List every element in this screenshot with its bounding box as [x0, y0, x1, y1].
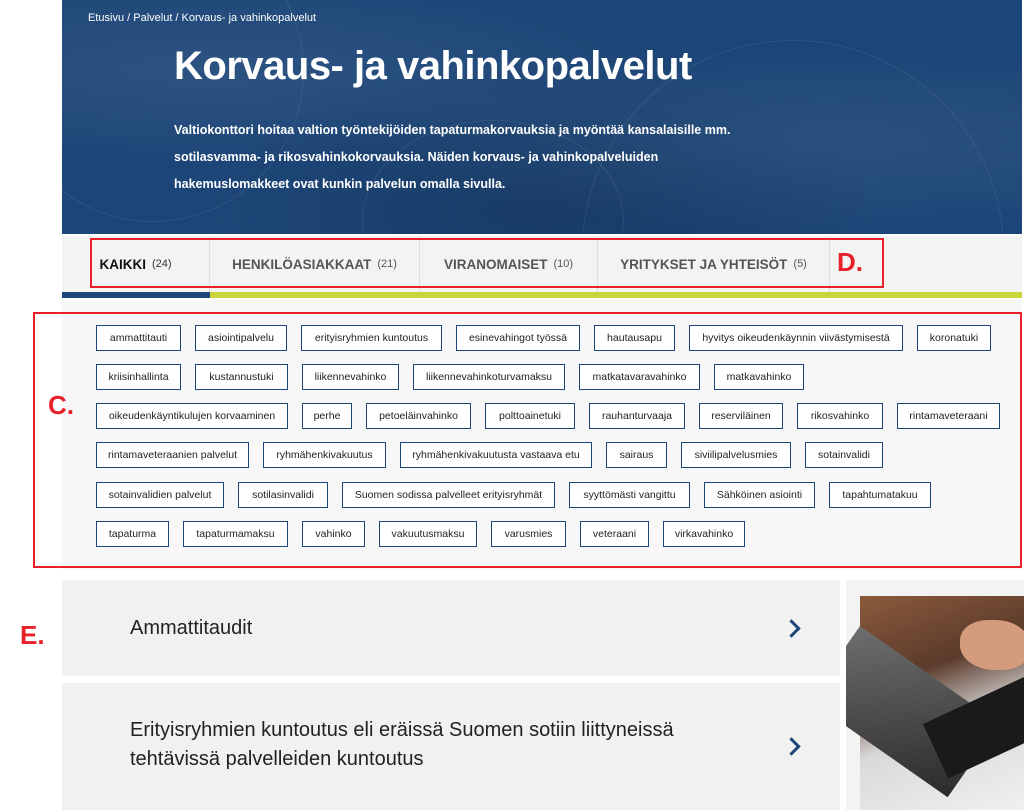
annotation-label-e: E.: [20, 620, 45, 650]
hero-description: [174, 117, 774, 198]
tag-hautausapu[interactable]: hautausapu: [594, 325, 675, 351]
tag-perhe[interactable]: perhe: [302, 403, 352, 429]
annotation-box-d: [90, 238, 884, 288]
tag-hyvitys[interactable]: hyvitys oikeudenkäynnin viivästymisestä: [689, 325, 903, 351]
tag-erityisryhmien-kuntoutus[interactable]: erityisryhmien kuntoutus: [301, 325, 442, 351]
tab-label: KAIKKI: [99, 256, 146, 272]
tag-tapaturmamaksu[interactable]: tapaturmamaksu: [183, 521, 288, 547]
breadcrumb[interactable]: Etusivu / Palvelut / Korvaus- ja vahinkopalvelut: [88, 12, 317, 24]
tag-sahkoinen-asiointi[interactable]: Sähköinen asiointi: [704, 482, 815, 508]
tag-siviilipalvelusmies[interactable]: siviilipalvelusmies: [681, 442, 791, 468]
tag-asiointipalvelu[interactable]: asiointipalvelu: [195, 325, 287, 351]
card-title-line: Erityisryhmien kuntoutus eli eräissä Suomen sotiin liittyneissä: [130, 719, 674, 741]
card-title-line: tehtävissä palvelleiden kuntoutus: [130, 748, 424, 770]
tag-matkatavaravahinko[interactable]: matkatavaravahinko: [579, 364, 700, 390]
tag-syyttomasti-vangittu[interactable]: syyttömästi vangittu: [569, 482, 690, 508]
hero-description-line: hakemuslomakkeet ovat kunkin palvelun omalla sivulla.: [174, 177, 506, 191]
laptop-photo: [846, 580, 1024, 810]
tag-reservilainen[interactable]: reserviläinen: [699, 403, 783, 429]
tag-petoelainvahinko[interactable]: petoeläinvahinko: [366, 403, 471, 429]
tag-sotainvalidien-palvelut[interactable]: sotainvalidien palvelut: [96, 482, 224, 508]
tag-vakuutusmaksu[interactable]: vakuutusmaksu: [379, 521, 477, 547]
tag-rikosvahinko[interactable]: rikosvahinko: [797, 403, 883, 429]
tab-indicator-track: [210, 292, 1022, 298]
tag-liikennevahinko[interactable]: liikennevahinko: [302, 364, 399, 390]
tag-matkavahinko[interactable]: matkavahinko: [714, 364, 804, 390]
tag-esinevahingot-tyossa[interactable]: esinevahingot työssä: [456, 325, 580, 351]
tag-virkavahinko[interactable]: virkavahinko: [663, 521, 745, 547]
annotation-box-c: [33, 312, 1022, 568]
card-title: [130, 716, 674, 774]
tag-varusmies[interactable]: varusmies: [491, 521, 566, 547]
tag-tapaturma[interactable]: tapaturma: [96, 521, 169, 547]
tag-ryhmahenkivakuutusta-vastaava-etu[interactable]: ryhmähenkivakuutusta vastaava etu: [400, 442, 592, 468]
annotation-label-c: C.: [48, 390, 74, 420]
card-title: [130, 614, 252, 643]
tag-tapahtumatakuu[interactable]: tapahtumatakuu: [829, 482, 931, 508]
tag-koronatuki[interactable]: koronatuki: [917, 325, 991, 351]
tag-rauhanturvaaja[interactable]: rauhanturvaaja: [589, 403, 685, 429]
tag-liikennevahinkoturvamaksu[interactable]: liikennevahinkoturvamaksu: [413, 364, 565, 390]
tag-ammattitauti[interactable]: ammattitauti: [96, 325, 181, 351]
tag-sotilasinvalidi[interactable]: sotilasinvalidi: [238, 482, 328, 508]
tab-count: (21): [377, 258, 397, 270]
tab-label: VIRANOMAISET: [443, 256, 548, 272]
tag-rintamaveteraani[interactable]: rintamaveteraani: [897, 403, 1000, 429]
tag-ryhmahenkivakuutus[interactable]: ryhmähenkivakuutus: [263, 442, 386, 468]
hero-banner: [62, 0, 1022, 234]
tag-sotainvalidi[interactable]: sotainvalidi: [805, 442, 883, 468]
tag-kustannustuki[interactable]: kustannustuki: [195, 364, 288, 390]
annotation-label-d: D.: [837, 247, 863, 277]
hero-description-line: Valtiokonttori hoitaa valtion työntekijöiden tapaturmakorvauksia ja myöntää kansalaisille mm.: [174, 123, 731, 137]
tag-vahinko[interactable]: vahinko: [302, 521, 365, 547]
service-card-ammattitaudit[interactable]: [62, 580, 840, 676]
tab-label: YRITYKSET JA YHTEISÖT: [620, 256, 788, 272]
hero-description-line: sotilasvamma- ja rikosvahinkokorvauksia. Näiden korvaus- ja vahinkopalveluiden: [174, 150, 659, 164]
chevron-right-icon: [782, 619, 800, 637]
tag-rintamaveteraanien-palvelut[interactable]: rintamaveteraanien palvelut: [96, 442, 249, 468]
chevron-right-icon: [782, 737, 800, 755]
tag-suomen-sodissa-palvelleet[interactable]: Suomen sodissa palvelleet erityisryhmät: [342, 482, 555, 508]
tag-sairaus[interactable]: sairaus: [606, 442, 667, 468]
active-tab-indicator: [62, 292, 210, 298]
tag-kriisinhallinta[interactable]: kriisinhallinta: [96, 364, 181, 390]
tag-polttoainetuki[interactable]: polttoainetuki: [485, 403, 575, 429]
tab-count: (10): [553, 258, 574, 270]
tag-oikeudenkayntikulujen-korvaaminen[interactable]: oikeudenkäyntikulujen korvaaminen: [96, 403, 288, 429]
page-title: Korvaus- ja vahinkopalvelut: [174, 44, 692, 88]
tab-label: HENKILÖASIAKKAAT: [232, 256, 372, 272]
tab-count: (24): [151, 258, 172, 270]
card-title-line: Ammattitaudit: [130, 617, 253, 639]
tag-veteraani[interactable]: veteraani: [580, 521, 649, 547]
service-card-erityisryhmien-kuntoutus[interactable]: [62, 683, 840, 810]
tab-count: (5): [793, 258, 807, 270]
